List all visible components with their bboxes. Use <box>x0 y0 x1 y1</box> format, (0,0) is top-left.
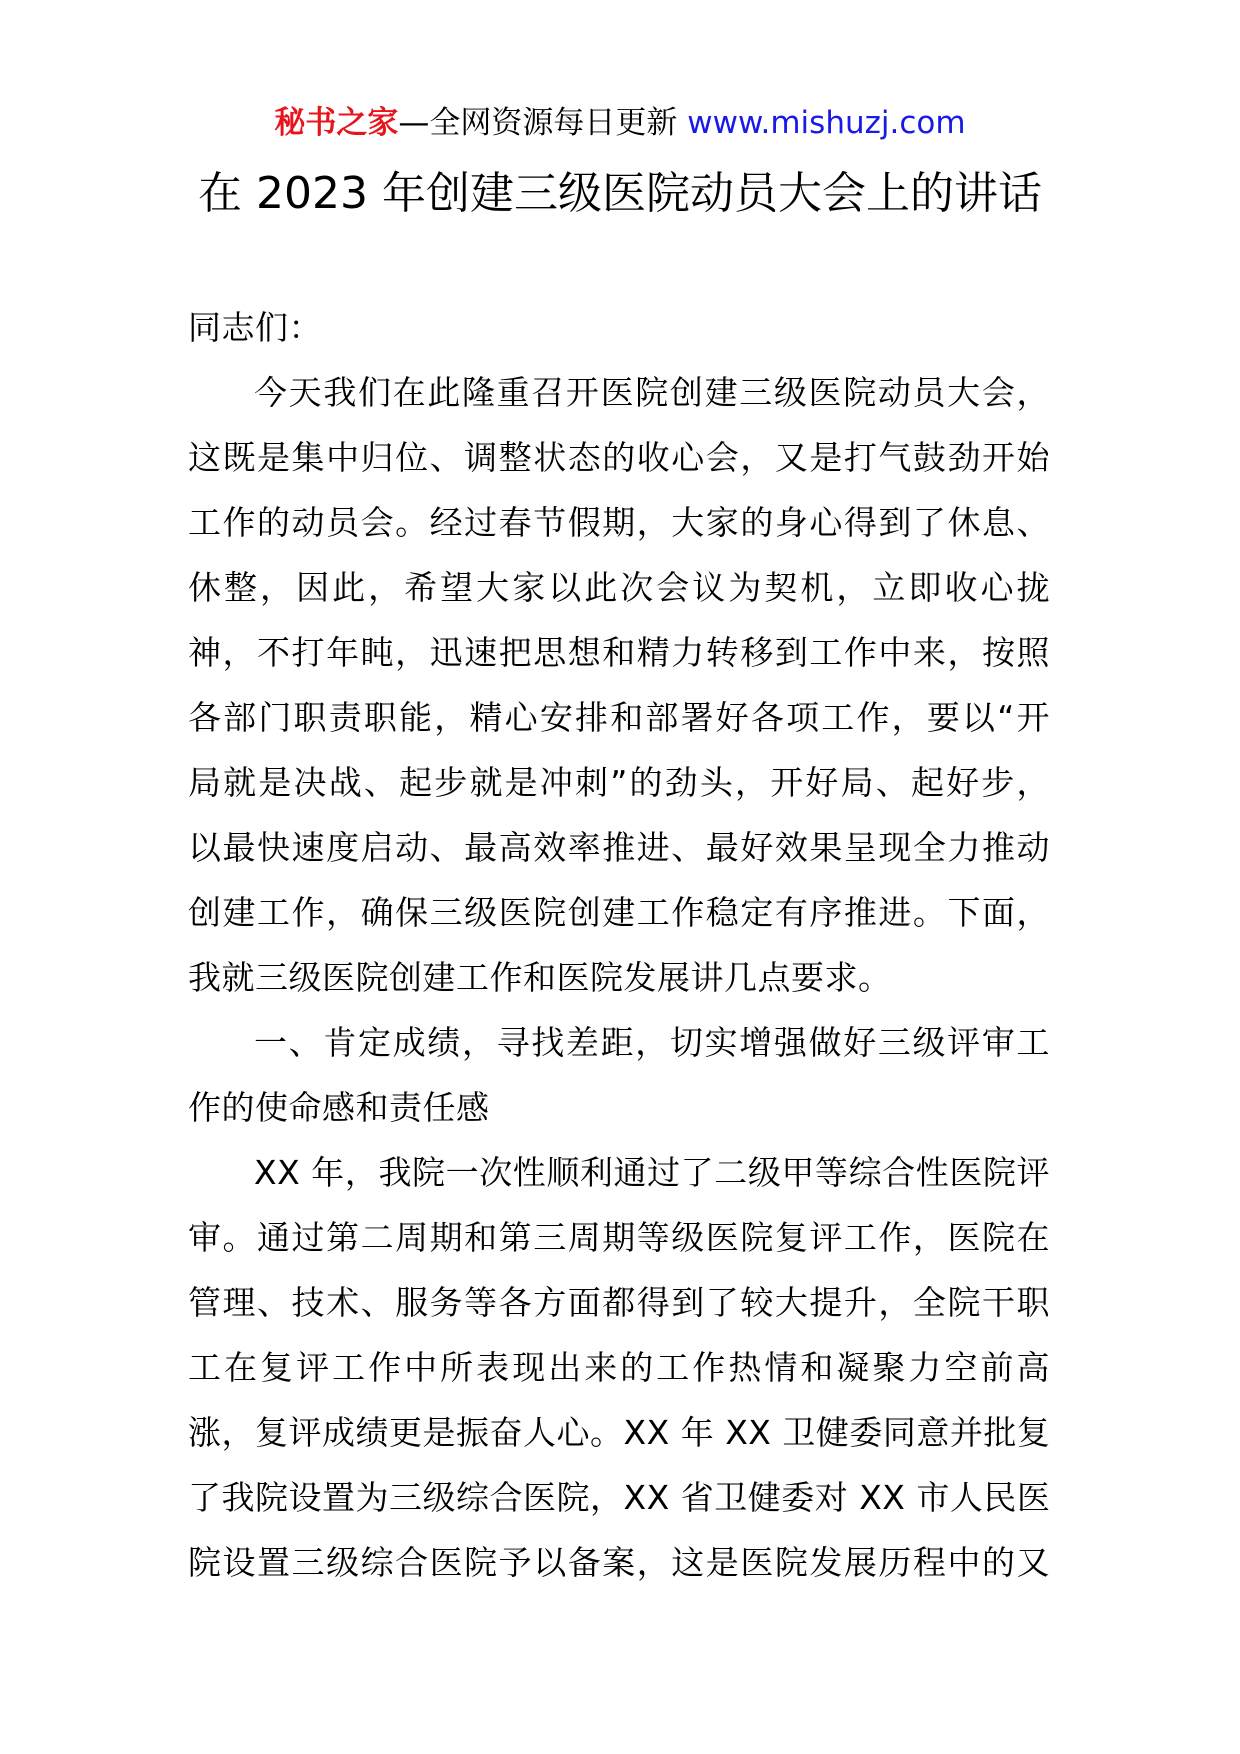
paragraph-line: XX 年，我院一次性顺利通过了二级甲等综合性医院评 <box>254 1153 1050 1192</box>
paragraph-line: 休整，因此，希望大家以此次会议为契机，立即收心拢 <box>188 568 1050 607</box>
header-tagline: —全网资源每日更新 <box>398 105 678 141</box>
paragraph-line: 这既是集中归位、调整状态的收心会，又是打气鼓劲开始 <box>188 438 1050 477</box>
paragraph-line: 涨，复评成绩更是振奋人心。XX 年 XX 卫健委同意并批复 <box>188 1413 1051 1452</box>
document-title: 在 2023 年创建三级医院动员大会上的讲话 <box>198 168 1042 219</box>
site-header <box>0 100 1240 146</box>
paragraph-line: 工作的动员会。经过春节假期，大家的身心得到了休息、 <box>188 503 1050 542</box>
paragraph-line: 我就三级医院创建工作和医院发展讲几点要求。 <box>188 958 892 997</box>
document-body <box>188 295 1050 1595</box>
brand-name: 秘书之家 <box>274 105 399 141</box>
paragraph-line: 院设置三级综合医院予以备案，这是医院发展历程中的又 <box>188 1543 1050 1582</box>
section-heading-line: 作的使命感和责任感 <box>188 1088 490 1127</box>
paragraph-line: 神，不打年盹，迅速把思想和精力转移到工作中来，按照 <box>188 633 1050 672</box>
paragraph-line: 各部门职责职能，精心安排和部署好各项工作，要以“开 <box>188 698 1050 737</box>
paragraph-line: 创建工作，确保三级医院创建工作稳定有序推进。下面， <box>188 893 1050 932</box>
paragraph-line: 以最快速度启动、最高效率推进、最好效果呈现全力推动 <box>188 828 1050 867</box>
paragraph-line: 审。通过第二周期和第三周期等级医院复评工作，医院在 <box>188 1218 1050 1257</box>
paragraph-line: 今天我们在此隆重召开医院创建三级医院动员大会， <box>254 373 1050 412</box>
paragraph-line: 工在复评工作中所表现出来的工作热情和凝聚力空前高 <box>188 1348 1050 1387</box>
paragraph-line: 局就是决战、起步就是冲刺”的劲头，开好局、起好步， <box>188 763 1050 802</box>
section-heading-line: 一、肯定成绩，寻找差距，切实增强做好三级评审工 <box>254 1023 1050 1062</box>
paragraph-line: 管理、技术、服务等各方面都得到了较大提升，全院干职 <box>188 1283 1050 1322</box>
site-url-link[interactable]: www.mishuzj.com <box>687 105 966 141</box>
greeting: 同志们： <box>188 308 322 347</box>
paragraph-line: 了我院设置为三级综合医院，XX 省卫健委对 XX 市人民医 <box>188 1478 1051 1517</box>
